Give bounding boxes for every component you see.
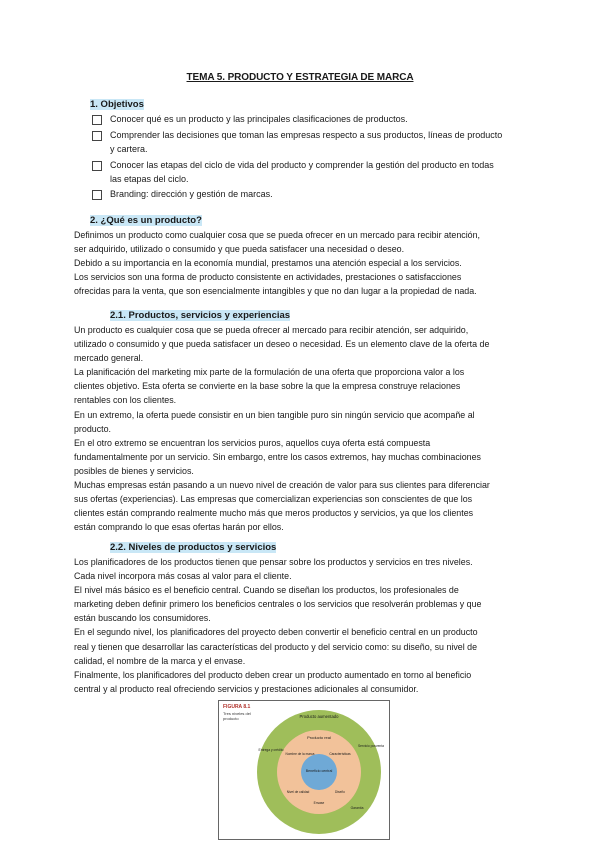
paragraph-line: En el segundo nivel, los planificadores del proyecto deben convertir el beneficio central en un producto xyxy=(74,627,478,638)
label-right-outer: Servicio posventa xyxy=(357,744,385,748)
paragraph-line: Definimos un producto como cualquier cosa que se pueda ofrecer en un mercado para recibir atención, xyxy=(74,230,481,240)
section22-body xyxy=(74,555,529,696)
paragraph-line: Un producto es cualquier cosa que se pueda ofrecer al mercado para recibir atención, ser adquirido, xyxy=(74,325,469,335)
levels-diagram xyxy=(219,701,389,839)
checkbox-objective-4[interactable] xyxy=(92,190,102,200)
label-middle: Producto real xyxy=(307,735,331,740)
label-mid-left-top: Nombre de la marca xyxy=(285,752,315,756)
section21-body xyxy=(74,323,529,534)
figure-title: FIGURA 8.1 xyxy=(223,704,251,710)
paragraph-line: clientes están comprando realmente mucho más que meros productos y servicios, ya que los clientes xyxy=(74,508,474,519)
objective-text-2b: y cartera. xyxy=(110,144,148,154)
label-bottom-outer: Garantía xyxy=(350,806,364,810)
objective-text-3: Conocer las etapas del ciclo de vida del producto y comprender la gestión del producto en todas xyxy=(110,160,494,170)
paragraph-line: Finalmente, los planificadores del producto deben crear un producto aumentado en torno al beneficio xyxy=(74,669,472,680)
paragraph-line: producto. xyxy=(74,423,112,434)
paragraph-line: sus ofertas (experiencias). Las empresas que comercializan experiencias son conscientes de que los xyxy=(74,494,473,505)
label-mid-bottom: Envase xyxy=(313,801,325,805)
section2-body xyxy=(74,228,529,298)
figure-product-levels xyxy=(218,700,390,840)
paragraph-line: En un extremo, la oferta puede consistir en un bien tangible puro sin ningún servicio que acompañe al xyxy=(74,409,475,420)
section-heading-niveles: 2.2. Niveles de productos y servicios xyxy=(110,542,277,553)
paragraph-line: rentables con los clientes. xyxy=(74,395,177,406)
objective-text-3b: las etapas del ciclo. xyxy=(110,174,189,184)
paragraph-line: La planificación del marketing mix parte de la formulación de una oferta que proporciona valor a los xyxy=(74,367,465,378)
objective-text-2: Comprender las decisiones que toman las empresas respecto a sus productos, líneas de producto xyxy=(110,130,503,140)
paragraph-line: clientes objetivo. Esta oferta se convierte en la base sobre la que la empresa construye relaciones xyxy=(74,381,461,392)
paragraph-line: Los servicios son una forma de producto consistente en actividades, prestaciones o satisfacciones xyxy=(74,272,462,283)
paragraph-line: Los planificadores de los productos tienen que pensar sobre los productos y servicios en tres niveles. xyxy=(74,557,473,567)
label-mid-right-top: Características xyxy=(329,752,351,756)
checkbox-objective-1[interactable] xyxy=(92,115,102,125)
paragraph-line: ser adquirido, utilizado o consumido y que pueda satisfacer una necesidad o deseo. xyxy=(74,244,405,255)
paragraph-line: están buscando los consumidores. xyxy=(74,613,211,624)
paragraph-line: real y tienen que desarrollar las características del producto y del servicio como: su diseño, su nivel de xyxy=(74,641,478,652)
paragraph-line: calidad, el nombre de la marca y el envase. xyxy=(74,655,246,666)
paragraph-line: Muchas empresas están pasando a un nuevo nivel de creación de valor para sus clientes para diferenciar xyxy=(74,480,490,491)
paragraph-line: El nivel más básico es el beneficio central. Cuando se diseñan los productos, los profesionales de xyxy=(74,585,459,596)
label-core: Beneficio central xyxy=(305,769,333,773)
paragraph-line: mercado general. xyxy=(74,353,144,364)
checkbox-objective-3[interactable] xyxy=(92,161,102,171)
label-outer: Producto aumentado xyxy=(299,714,339,719)
paragraph-line: En el otro extremo se encuentran los servicios puros, aquellos cuya oferta está compuesta xyxy=(74,437,431,448)
paragraph-line: posibles de bienes y servicios. xyxy=(74,465,194,476)
objective-text-4: Branding: dirección y gestión de marcas. xyxy=(110,189,273,199)
label-mid-right-bottom: Diseño xyxy=(335,790,345,794)
document-title: TEMA 5. PRODUCTO Y ESTRATEGIA DE MARCA xyxy=(186,72,414,83)
objective-text-1: Conocer qué es un producto y las principales clasificaciones de productos. xyxy=(110,114,408,124)
paragraph-line: están comprando lo que esas ofertas harán por ellos. xyxy=(74,522,284,533)
paragraph-line: marketing deben definir primero los beneficios centrales o los servicios que resolverán problemas y que xyxy=(74,599,482,610)
checkbox-objective-2[interactable] xyxy=(92,131,102,141)
section-heading-productos-servicios: 2.1. Productos, servicios y experiencias xyxy=(110,310,291,321)
paragraph-line: fundamentalmente por un servicio. Sin embargo, entre los casos extremos, hay muchas combinaciones xyxy=(74,451,481,462)
figure-subtitle: Tres niveles del producto xyxy=(223,711,251,721)
label-mid-left-bottom: Nivel de calidad xyxy=(286,790,310,794)
paragraph-line: utilizado o consumido y que pueda satisfacer un deseo o necesidad. Es un elemento clave de la oferta de xyxy=(74,339,490,350)
paragraph-line: Cada nivel incorpora más cosas al valor para el cliente. xyxy=(74,571,292,582)
paragraph-line: central y al producto real ofreciendo servicios y prestaciones adicionales al consumidor. xyxy=(74,683,419,694)
section-heading-que-es-producto: 2. ¿Qué es un producto? xyxy=(90,215,202,226)
paragraph-line: ofrecidas para la venta, que son esencialmente intangibles y que no dan lugar a la propiedad de nada. xyxy=(74,286,477,297)
label-left-outer: Entrega y crédito xyxy=(258,748,284,752)
section-heading-objetivos: 1. Objetivos xyxy=(90,99,144,110)
paragraph-line: Debido a su importancia en la economía mundial, prestamos una atención especial a los servicios. xyxy=(74,258,462,269)
